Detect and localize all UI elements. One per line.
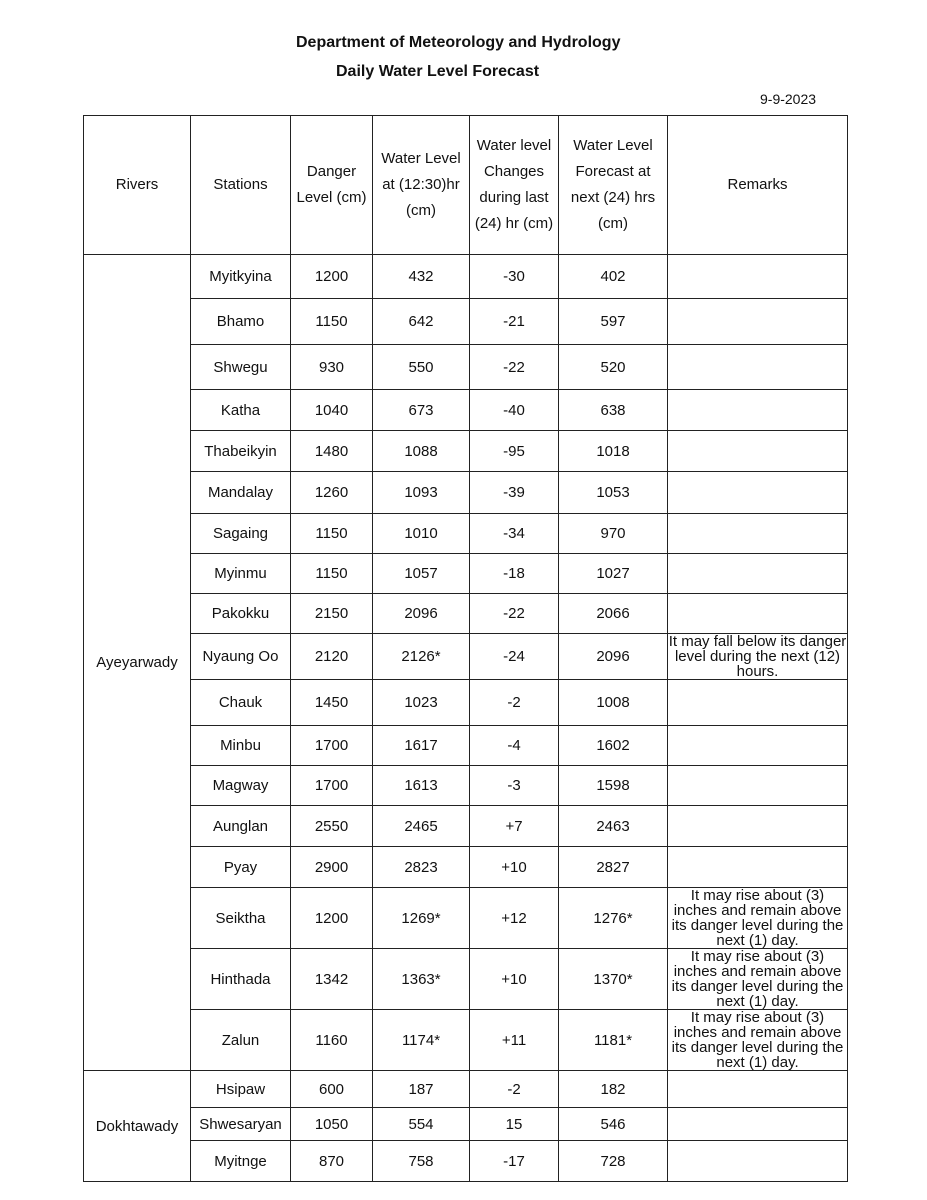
col-stations: Stations (191, 116, 291, 255)
danger-level: 1040 (291, 390, 373, 431)
table-row (84, 594, 848, 634)
water-level: 1613 (373, 766, 470, 806)
danger-level: 2150 (291, 594, 373, 634)
water-level: 2096 (373, 594, 470, 634)
danger-level: 1150 (291, 514, 373, 554)
table-row (84, 888, 848, 949)
table-row (84, 345, 848, 390)
water-level: 1010 (373, 514, 470, 554)
remarks (668, 472, 848, 514)
danger-level: 1480 (291, 431, 373, 472)
col-remarks: Remarks (668, 116, 848, 255)
station-name: Seiktha (191, 888, 291, 949)
remarks: It may rise about (3) inches and remain above its danger level during the next (1) day. (668, 949, 848, 1010)
forecast-level: 1598 (559, 766, 668, 806)
forecast-level: 2066 (559, 594, 668, 634)
table-row (84, 680, 848, 726)
station-name: Hinthada (191, 949, 291, 1010)
forecast-level: 402 (559, 255, 668, 299)
river-name: Dokhtawady (84, 1071, 191, 1182)
water-level: 2126* (373, 634, 470, 680)
danger-level: 1700 (291, 726, 373, 766)
forecast-level: 1027 (559, 554, 668, 594)
station-name: Minbu (191, 726, 291, 766)
danger-level: 870 (291, 1141, 373, 1182)
remarks: It may rise about (3) inches and remain above its danger level during the next (1) day. (668, 888, 848, 949)
water-level: 1093 (373, 472, 470, 514)
forecast-level: 728 (559, 1141, 668, 1182)
forecast-level: 970 (559, 514, 668, 554)
water-level: 1023 (373, 680, 470, 726)
level-change: +11 (470, 1010, 559, 1071)
water-level: 550 (373, 345, 470, 390)
table-row (84, 255, 848, 299)
col-danger-level: Danger Level (cm) (291, 116, 373, 255)
level-change: -39 (470, 472, 559, 514)
danger-level: 1150 (291, 554, 373, 594)
level-change: -34 (470, 514, 559, 554)
level-change: -17 (470, 1141, 559, 1182)
station-name: Myitnge (191, 1141, 291, 1182)
col-forecast: Water Level Forecast at next (24) hrs (cm) (559, 116, 668, 255)
table-row (84, 1108, 848, 1141)
level-change: -2 (470, 1071, 559, 1108)
station-name: Hsipaw (191, 1071, 291, 1108)
level-change: -2 (470, 680, 559, 726)
forecast-level: 1181* (559, 1010, 668, 1071)
station-name: Zalun (191, 1010, 291, 1071)
station-name: Myitkyina (191, 255, 291, 299)
forecast-level: 1602 (559, 726, 668, 766)
remarks (668, 299, 848, 345)
danger-level: 1260 (291, 472, 373, 514)
station-name: Shwesaryan (191, 1108, 291, 1141)
station-name: Katha (191, 390, 291, 431)
water-level: 642 (373, 299, 470, 345)
water-level: 187 (373, 1071, 470, 1108)
station-name: Pyay (191, 847, 291, 888)
danger-level: 1200 (291, 255, 373, 299)
danger-level: 1700 (291, 766, 373, 806)
header-row (84, 116, 848, 255)
station-name: Chauk (191, 680, 291, 726)
remarks (668, 594, 848, 634)
station-name: Thabeikyin (191, 431, 291, 472)
table-row (84, 554, 848, 594)
station-name: Mandalay (191, 472, 291, 514)
water-level: 1174* (373, 1010, 470, 1071)
department-title: Department of Meteorology and Hydrology (296, 34, 621, 51)
forecast-level: 2463 (559, 806, 668, 847)
forecast-level: 1018 (559, 431, 668, 472)
level-change: +7 (470, 806, 559, 847)
forecast-level: 1370* (559, 949, 668, 1010)
station-name: Bhamo (191, 299, 291, 345)
water-level: 432 (373, 255, 470, 299)
danger-level: 930 (291, 345, 373, 390)
level-change: -22 (470, 345, 559, 390)
forecast-level: 520 (559, 345, 668, 390)
remarks (668, 847, 848, 888)
level-change: -30 (470, 255, 559, 299)
water-level: 1269* (373, 888, 470, 949)
water-level: 2465 (373, 806, 470, 847)
forecast-level: 1053 (559, 472, 668, 514)
level-change: -4 (470, 726, 559, 766)
danger-level: 2120 (291, 634, 373, 680)
report-date: 9-9-2023 (760, 91, 817, 107)
water-level: 673 (373, 390, 470, 431)
remarks: It may rise about (3) inches and remain above its danger level during the next (1) day. (668, 1010, 848, 1071)
forecast-level: 546 (559, 1108, 668, 1141)
danger-level: 1150 (291, 299, 373, 345)
river-name: Ayeyarwady (84, 255, 191, 1071)
water-level: 1088 (373, 431, 470, 472)
station-name: Myinmu (191, 554, 291, 594)
forecast-level: 182 (559, 1071, 668, 1108)
table-row (84, 766, 848, 806)
level-change: 15 (470, 1108, 559, 1141)
remarks (668, 255, 848, 299)
remarks (668, 726, 848, 766)
station-name: Pakokku (191, 594, 291, 634)
col-level-change: Water level Changes during last (24) hr (cm) (470, 116, 559, 255)
remarks (668, 766, 848, 806)
level-change: -22 (470, 594, 559, 634)
level-change: -24 (470, 634, 559, 680)
level-change: +10 (470, 949, 559, 1010)
water-level: 2823 (373, 847, 470, 888)
forecast-level: 2827 (559, 847, 668, 888)
water-level: 758 (373, 1141, 470, 1182)
water-level: 554 (373, 1108, 470, 1141)
forecast-level: 1276* (559, 888, 668, 949)
remarks (668, 345, 848, 390)
table-row (84, 1071, 848, 1108)
remarks (668, 1071, 848, 1108)
station-name: Sagaing (191, 514, 291, 554)
forecast-level: 638 (559, 390, 668, 431)
level-change: -3 (470, 766, 559, 806)
station-name: Shwegu (191, 345, 291, 390)
remarks (668, 554, 848, 594)
table-row (84, 472, 848, 514)
table-row (84, 634, 848, 680)
table-row (84, 299, 848, 345)
forecast-level: 2096 (559, 634, 668, 680)
forecast-level: 1008 (559, 680, 668, 726)
table-row (84, 431, 848, 472)
forecast-level: 597 (559, 299, 668, 345)
level-change: +10 (470, 847, 559, 888)
danger-level: 1160 (291, 1010, 373, 1071)
danger-level: 2550 (291, 806, 373, 847)
level-change: -21 (470, 299, 559, 345)
station-name: Nyaung Oo (191, 634, 291, 680)
remarks: It may fall below its danger level during the next (12) hours. (668, 633, 847, 680)
remarks (668, 390, 848, 431)
remarks (668, 514, 848, 554)
remarks (668, 1108, 848, 1141)
table-row (84, 1141, 848, 1182)
water-level-table (83, 115, 848, 1182)
remarks (668, 680, 848, 726)
table-row (84, 390, 848, 431)
danger-level: 1342 (291, 949, 373, 1010)
water-level: 1363* (373, 949, 470, 1010)
level-change: -40 (470, 390, 559, 431)
remarks (668, 431, 848, 472)
remarks (668, 806, 848, 847)
table-row (84, 726, 848, 766)
table-body (84, 255, 848, 1182)
water-level: 1617 (373, 726, 470, 766)
station-name: Aunglan (191, 806, 291, 847)
level-change: +12 (470, 888, 559, 949)
col-water-level: Water Level at (12:30)hr (cm) (373, 116, 470, 255)
forecast-title: Daily Water Level Forecast (336, 63, 540, 80)
table-row (84, 949, 848, 1010)
remarks (668, 1141, 848, 1182)
water-level: 1057 (373, 554, 470, 594)
danger-level: 1450 (291, 680, 373, 726)
table-row (84, 514, 848, 554)
table-row (84, 847, 848, 888)
table-row (84, 806, 848, 847)
station-name: Magway (191, 766, 291, 806)
table-row (84, 1010, 848, 1071)
danger-level: 1050 (291, 1108, 373, 1141)
danger-level: 600 (291, 1071, 373, 1108)
danger-level: 1200 (291, 888, 373, 949)
danger-level: 2900 (291, 847, 373, 888)
level-change: -95 (470, 431, 559, 472)
col-rivers: Rivers (84, 116, 191, 255)
level-change: -18 (470, 554, 559, 594)
